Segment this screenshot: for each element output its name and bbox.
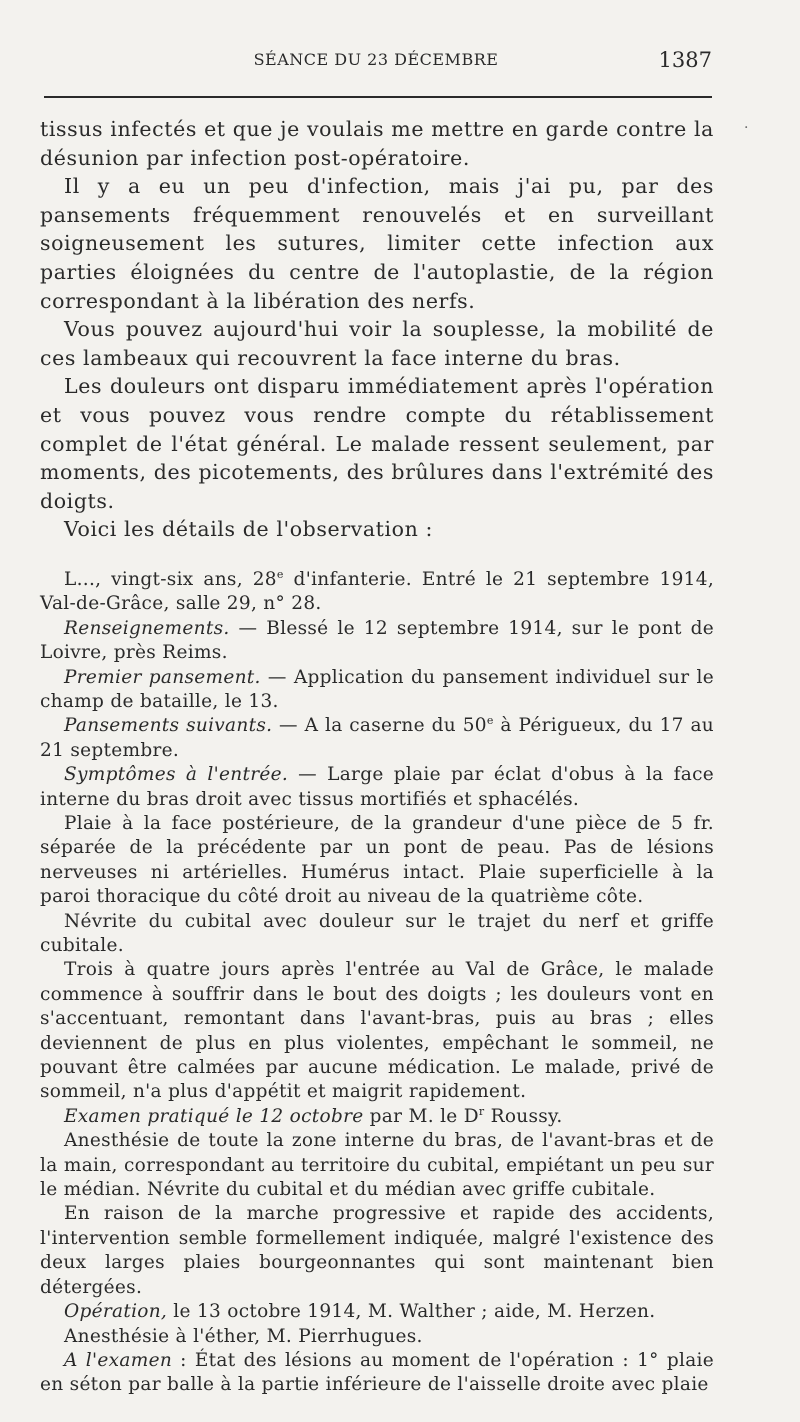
section-text: — Blessé le 12 septembre 1914, sur le pont de Loivre, près Reims. bbox=[40, 617, 714, 664]
section-text: Roussy. bbox=[484, 1105, 563, 1127]
paragraph: tissus infectés et que je voulais me mettre en garde contre la désunion par infection post-opératoire. bbox=[40, 117, 714, 170]
observation-paragraph: Névrite du cubital avec douleur sur le trajet du nerf et griffe cubitale. bbox=[40, 910, 714, 956]
observation-renseignements bbox=[40, 617, 714, 666]
superscript: r bbox=[478, 1104, 485, 1118]
paragraph: Il y a eu un peu d'infection, mais j'ai pu, par des pansements fréquemment renouvelés et en surveillant soigneusement les sutures, limiter cette infection aux parties éloignées du centre de l'autoplastie, de la région correspondant à la libération des nerfs. bbox=[40, 174, 714, 313]
observation-premier-pansement bbox=[40, 666, 714, 715]
observation-intro-text: d'infanterie. Entré le 21 septembre 1914, Val-de-Grâce, salle 29, n° 28. bbox=[40, 568, 714, 615]
observation-intro-text: L..., vingt-six ans, 28 bbox=[64, 568, 277, 590]
observation-symptomes bbox=[40, 763, 714, 812]
page-header bbox=[40, 44, 712, 84]
paragraph: Voici les détails de l'observation : bbox=[64, 517, 434, 542]
page-number: 1387 bbox=[658, 48, 712, 72]
margin-mark: · bbox=[744, 120, 749, 136]
section-label: Premier pansement. bbox=[64, 666, 261, 688]
observation-examen bbox=[40, 1105, 714, 1129]
body-text bbox=[40, 115, 714, 1398]
observation-paragraph: Anesthésie de toute la zone interne du bras, de l'avant-bras et de la main, correspondant au territoire du cubital, empiétant un peu sur le médian. Névrite du cubital et du médian avec griffe cubitale. bbox=[40, 1130, 714, 1201]
section-label: A l'examen bbox=[64, 1349, 173, 1371]
observation bbox=[40, 568, 714, 1398]
observation-operation bbox=[40, 1300, 714, 1324]
observation-paragraph: En raison de la marche progressive et rapide des accidents, l'intervention semble formellement indiquée, malgré l'existence des deux larges plaies bourgeonnantes qui sont maintenant bien détergées. bbox=[40, 1203, 714, 1298]
superscript: e bbox=[486, 714, 494, 728]
section-text: — Large plaie par éclat d'obus à la face interne du bras droit avec tissus mortifiés et sphacélés. bbox=[40, 764, 715, 810]
section-label: Pansements suivants. bbox=[64, 715, 273, 737]
observation-intro bbox=[40, 568, 714, 617]
observation-paragraph: Plaie à la face postérieure, de la grandeur d'une pièce de 5 fr. séparée de la précédente par un pont de peau. Pas de lésions nerveuses ni artérielles. Humérus intact. Plaie superficielle à la paroi thoracique du côté droit au niveau de la quatrième côte. bbox=[40, 812, 714, 908]
observation-paragraph: Trois à quatre jours après l'entrée au Val de Grâce, le malade commence à souffrir dans le bout des doigts ; les douleurs vont en s'accentuant, remontant dans l'avant-bras, puis au bras ; elles deviennent de plus en plus violentes, empêchant le sommeil, ne pouvant être calmées par aucune médication. Le malade, privé de sommeil, n'a plus d'appétit et maigrit rapidement. bbox=[40, 959, 714, 1103]
paragraph: Vous pouvez aujourd'hui voir la souplesse, la mobilité de ces lambeaux qui recouvrent la face interne du bras. bbox=[40, 317, 714, 370]
paragraph: Les douleurs ont disparu immédiatement après l'opération et vous pouvez vous rendre compte du rétablissement complet de l'état général. Le malade ressent seulement, par moments, des picotements, des brûlures dans l'extrémité des doigts. bbox=[40, 374, 714, 513]
observation-a-l-examen bbox=[40, 1349, 714, 1398]
section-text: — Application du pansement individuel sur le champ de bataille, le 13. bbox=[40, 666, 714, 712]
section-label: Symptômes à l'entrée. bbox=[64, 764, 289, 786]
section-label: Examen pratiqué le 12 octobre bbox=[64, 1105, 364, 1127]
running-title: SÉANCE DU 23 DÉCEMBRE bbox=[253, 50, 499, 69]
observation-pansements-suivants bbox=[40, 714, 714, 763]
header-rule bbox=[44, 96, 712, 98]
section-text: le 13 octobre 1914, M. Walther ; aide, M. Herzen. bbox=[167, 1301, 656, 1323]
section-text: à Périgueux, du 17 au 21 septembre. bbox=[40, 715, 714, 761]
section-text: : État des lésions au moment de l'opération : 1° plaie en séton par balle à la partie inférieure de l'aisselle droite avec plaie bbox=[40, 1349, 714, 1396]
section-text: — A la caserne du 50 bbox=[272, 715, 487, 737]
section-label: Opération, bbox=[64, 1301, 168, 1323]
observation-paragraph: Anesthésie à l'éther, M. Pierrhugues. bbox=[64, 1325, 423, 1347]
section-text: par M. le D bbox=[363, 1105, 479, 1127]
section-label: Renseignements. bbox=[64, 617, 230, 639]
superscript: e bbox=[276, 567, 284, 581]
